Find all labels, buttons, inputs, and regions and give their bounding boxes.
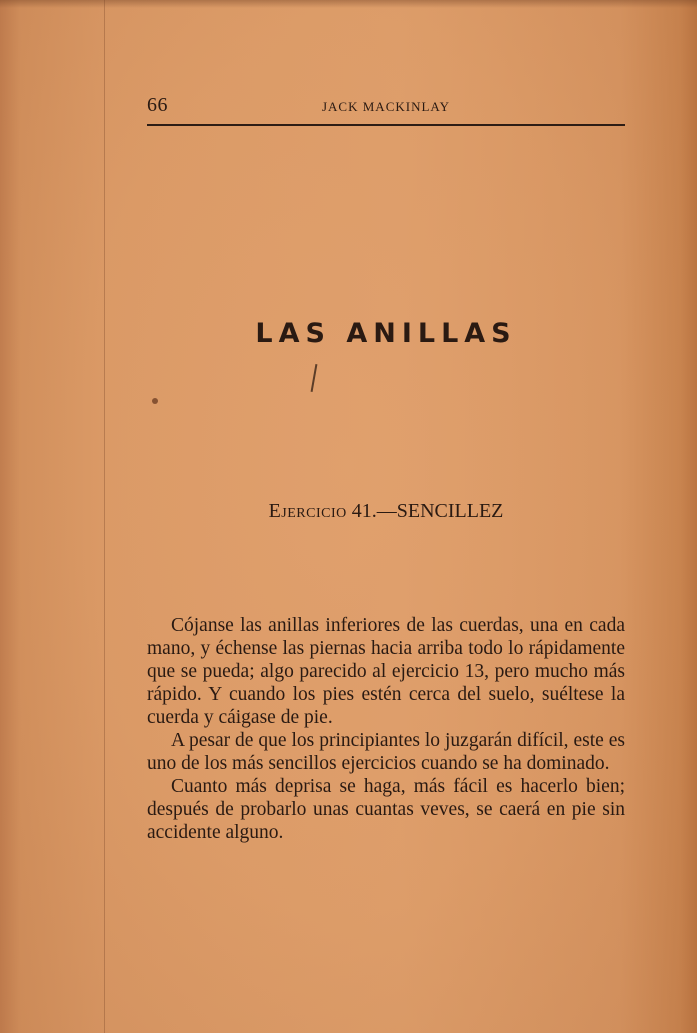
page-header xyxy=(147,94,625,126)
exercise-title: 41.—SENCILLEZ xyxy=(346,500,504,522)
chapter-title: LAS ANILLAS xyxy=(255,318,517,349)
exercise-label: Ejercicio xyxy=(268,500,347,522)
paragraph: Cuanto más deprisa se haga, más fácil es hacerlo bien; después de probarlo unas cuantas veves, se caerá en pie sin accidente alguno. xyxy=(147,776,625,843)
paragraph: Cójanse las anillas inferiores de las cuerdas, una en cada mano, y échense las piernas hacia arriba todo lo rápidamente que se pueda; algo parecido al ejercicio 13, pero mucho más rápido. Y cuando los pies estén cerca del suelo, suéltese la cuerda y cáigase de pie. xyxy=(147,615,625,728)
exercise-heading xyxy=(147,500,625,523)
page-number: 66 xyxy=(147,94,168,116)
running-head: JACK MACKINLAY xyxy=(321,99,450,114)
pen-mark xyxy=(311,364,318,392)
ink-spot xyxy=(152,398,158,404)
paragraph: A pesar de que los principiantes lo juzgarán difícil, este es uno de los más sencillos ejercicios cuando se ha dominado. xyxy=(147,730,625,774)
body-text xyxy=(147,614,625,844)
